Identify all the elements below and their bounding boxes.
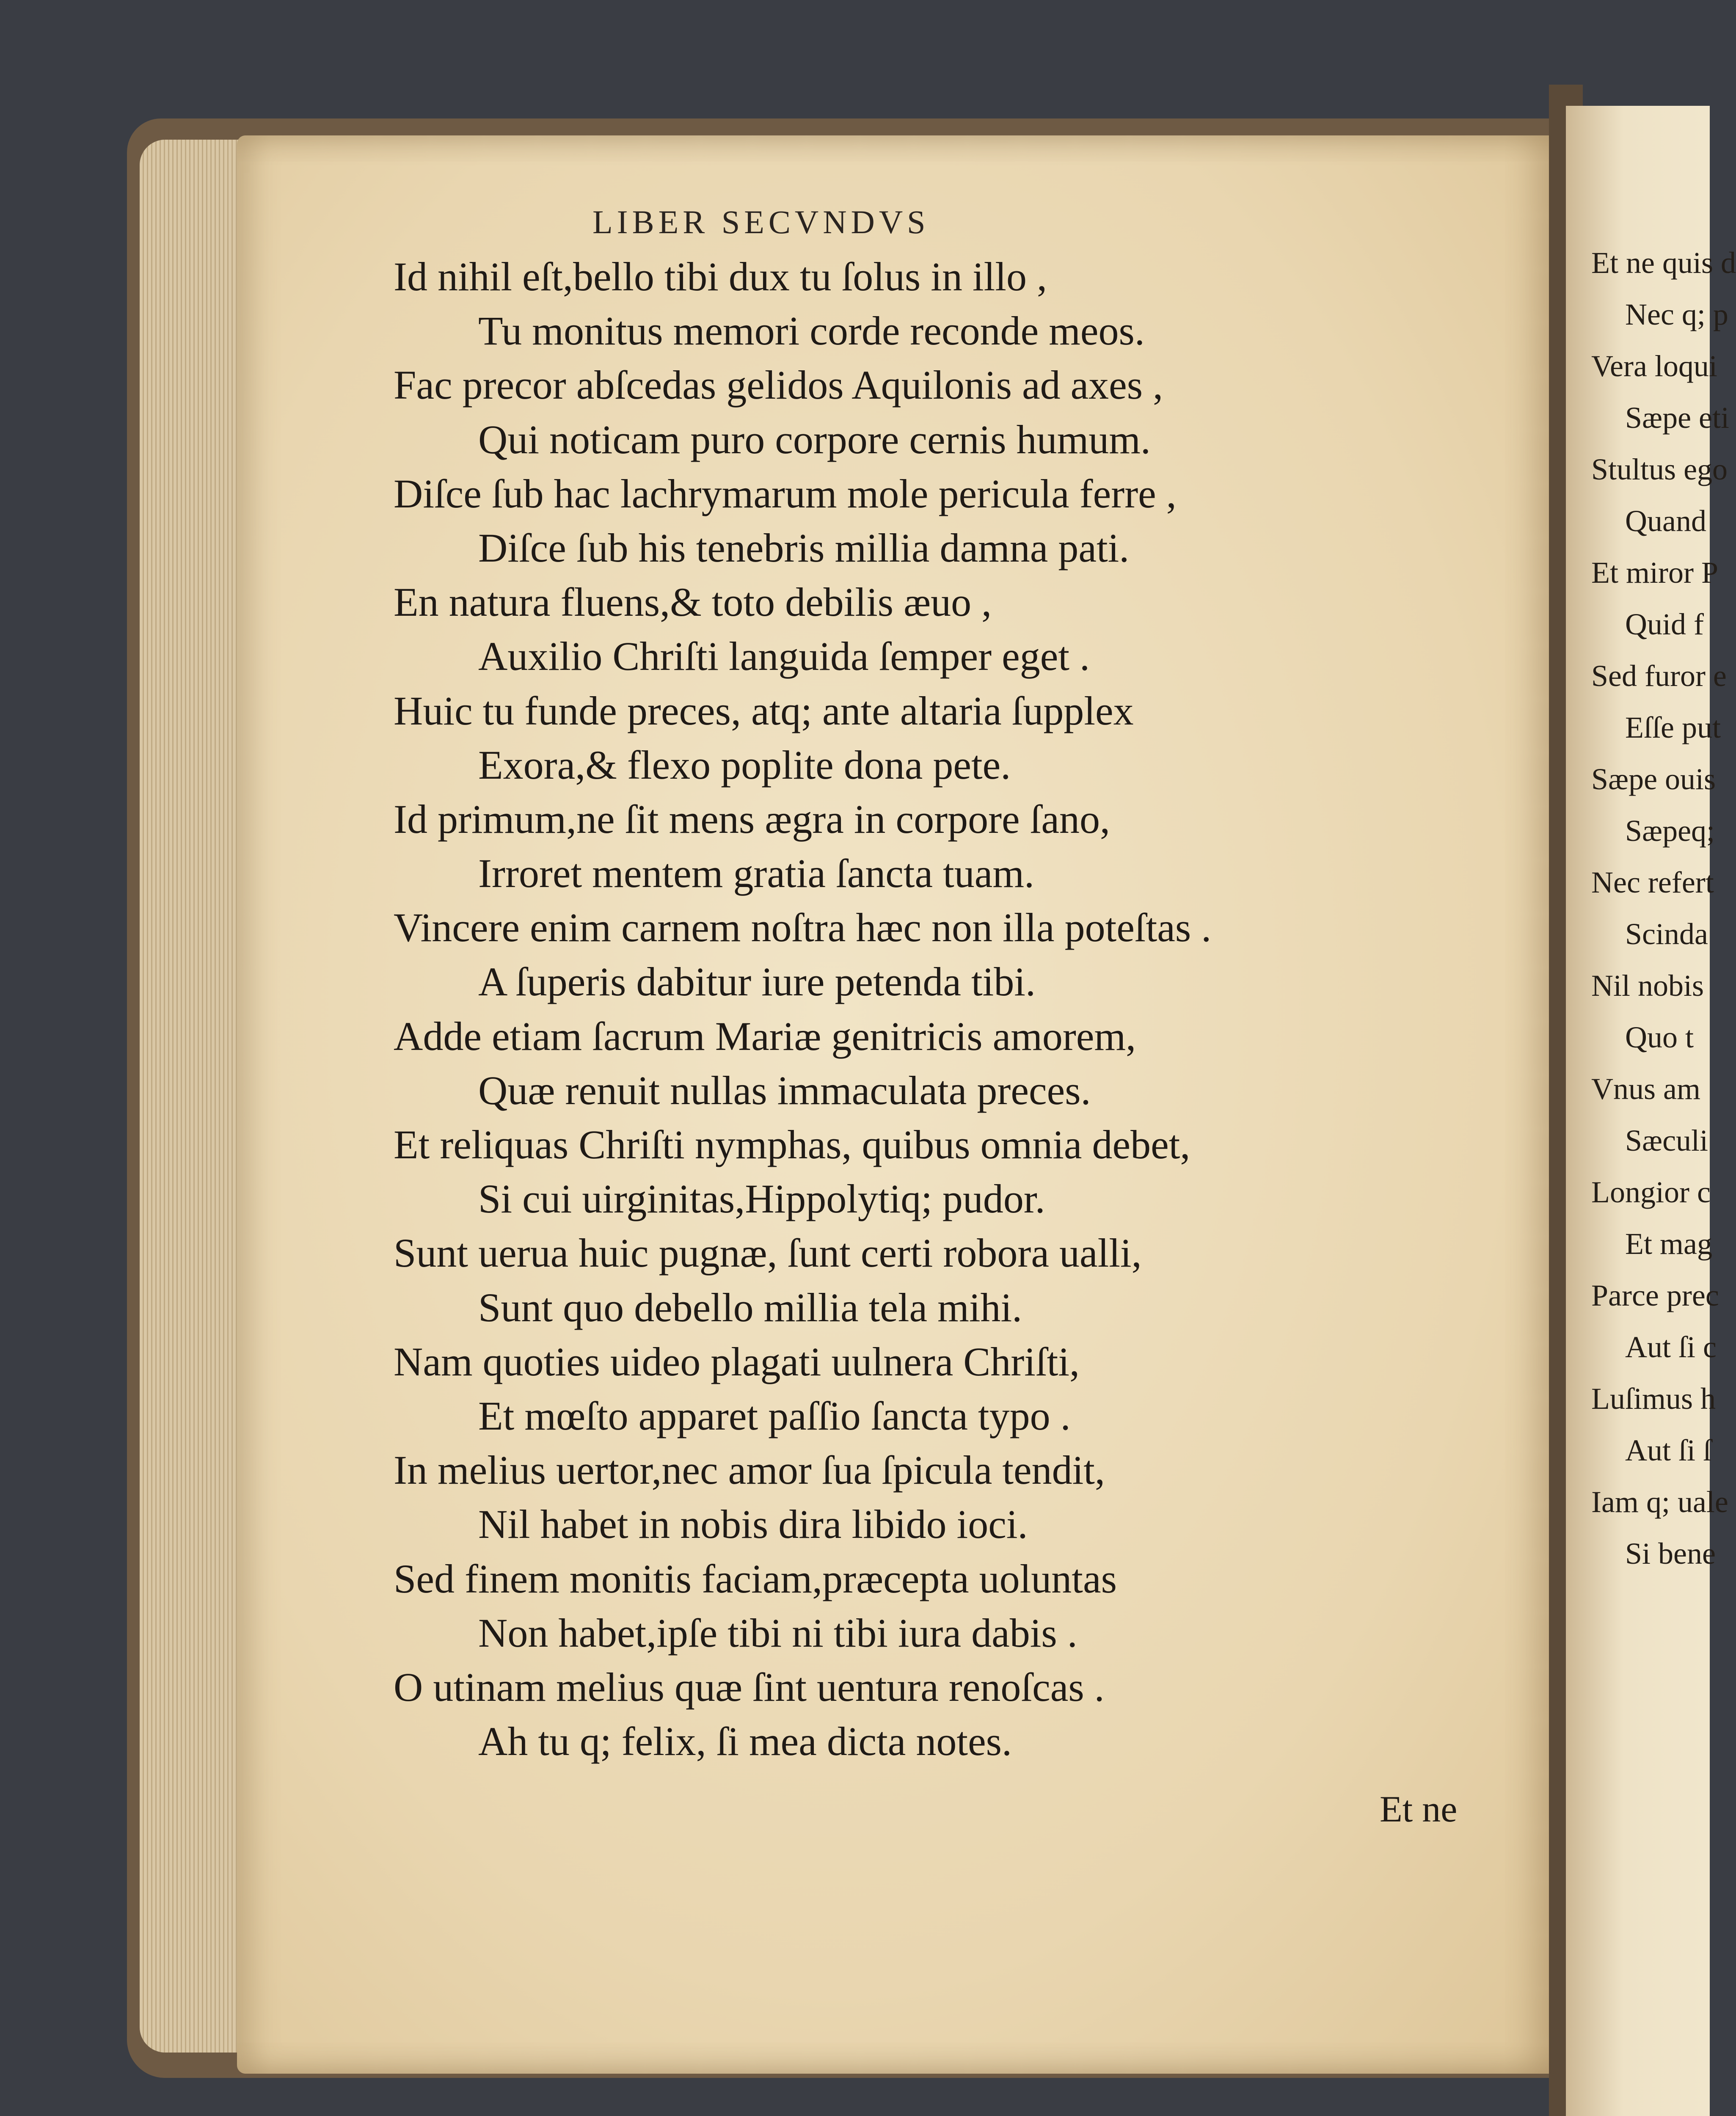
verse-line: Nam quoties uideo plagati uulnera Chriſti, xyxy=(394,1339,1080,1384)
verse-line: Fac precor abſcedas gelidos Aquilonis ad axes , xyxy=(394,362,1163,408)
verse-line: Quæ renuit nullas immaculata preces. xyxy=(478,1067,1091,1113)
right-verse-line: Aut ſi ſ xyxy=(1625,1433,1712,1467)
right-verse-line: Nec refert xyxy=(1591,865,1714,899)
verse-line: Exora,& flexo poplite dona pete. xyxy=(478,742,1011,788)
verse-block xyxy=(394,250,1494,1769)
verse-line: Adde etiam ſacrum Mariæ genitricis amorem, xyxy=(394,1013,1136,1059)
right-verse-line: Vnus am xyxy=(1591,1072,1700,1106)
verse-line: Tu monitus memori corde reconde meos. xyxy=(478,308,1145,354)
verse-line: Et mœſto apparet paſſio ſancta typo . xyxy=(478,1393,1071,1438)
right-verse-line: Scinda xyxy=(1625,917,1708,951)
right-verse-line: Sæpe ouis xyxy=(1591,762,1716,796)
right-verse-line: Iam q; uale xyxy=(1591,1485,1728,1519)
right-verse-line: Sæculi xyxy=(1625,1124,1708,1157)
right-verse-line: Quand xyxy=(1625,504,1706,538)
verse-line: O utinam melius quæ ſint uentura renoſcas . xyxy=(394,1664,1105,1710)
verse-line: Non habet,ipſe tibi ni tibi iura dabis . xyxy=(478,1610,1077,1656)
right-verse-line: Si bene xyxy=(1625,1537,1716,1570)
right-page-verse xyxy=(1591,237,1736,1579)
verse-line: Id primum,ne ſit mens ægra in corpore ſano, xyxy=(394,796,1110,842)
verse-line: Auxilio Chriſti languida ſemper eget . xyxy=(478,634,1090,679)
verse-line: Irroret mentem gratia ſancta tuam. xyxy=(478,851,1035,896)
verse-line: In melius uertor,nec amor ſua ſpicula tendit, xyxy=(394,1447,1105,1493)
verse-line: Huic tu funde preces, atq; ante altaria ſupplex xyxy=(394,688,1134,733)
right-verse-line: Quid f xyxy=(1625,607,1704,641)
right-verse-line: Parce prec xyxy=(1591,1278,1719,1312)
verse-line: Qui noticam puro corpore cernis humum. xyxy=(478,416,1151,462)
verse-line: Nil habet in nobis dira libido ioci. xyxy=(478,1502,1028,1547)
right-verse-line: Aut ſi c xyxy=(1625,1330,1717,1364)
right-verse-line: Sæpe eti xyxy=(1625,401,1729,435)
verse-line: Vincere enim carnem noſtra hæc non illa poteſtas . xyxy=(394,905,1212,951)
page-edges xyxy=(140,140,250,2053)
verse-line: Sed finem monitis faciam,præcepta uoluntas xyxy=(394,1556,1117,1601)
right-verse-line: Et mag xyxy=(1625,1227,1712,1261)
catchword: Et ne xyxy=(1380,1789,1458,1830)
right-verse-line: Vera loqui xyxy=(1591,349,1717,383)
verse-line: En natura fluens,& toto debilis æuo , xyxy=(394,579,992,625)
right-verse-line: Sæpeq; xyxy=(1625,814,1715,848)
verse-line: Diſce ſub hac lachrymarum mole pericula ferre , xyxy=(394,471,1177,516)
verse-line: Ah tu q; felix, ſi mea dicta notes. xyxy=(478,1719,1012,1764)
right-verse-line: Eſſe put xyxy=(1625,711,1721,744)
right-verse-line: Quo t xyxy=(1625,1020,1694,1054)
right-verse-line: Stultus ego xyxy=(1591,452,1728,486)
verse-line: A ſuperis dabitur iure petenda tibi. xyxy=(478,959,1036,1005)
right-verse-line: Sed furor e xyxy=(1591,659,1727,693)
verse-line: Id nihil eſt,bello tibi dux tu ſolus in illo , xyxy=(394,254,1047,299)
verse-line: Diſce ſub his tenebris millia damna pati. xyxy=(478,525,1130,570)
running-head: LIBER SECVNDVS xyxy=(592,204,930,240)
right-verse-line: Nec q; p xyxy=(1625,298,1728,331)
right-verse-line: Nil nobis xyxy=(1591,969,1704,1003)
verse-line: Sunt quo debello millia tela mihi. xyxy=(478,1284,1022,1330)
verse-line: Et reliquas Chriſti nymphas, quibus omnia debet, xyxy=(394,1122,1190,1167)
verse-line: Sunt uerua huic pugnæ, ſunt certi robora ualli, xyxy=(394,1230,1142,1276)
right-verse-line: Et ne quis d xyxy=(1591,246,1736,280)
right-verse-line: Luſimus h xyxy=(1591,1382,1716,1416)
right-verse-line: Et miror P xyxy=(1591,556,1718,590)
right-verse-line: Longior c xyxy=(1591,1175,1711,1209)
verse-line: Si cui uirginitas,Hippolytiq; pudor. xyxy=(478,1176,1045,1222)
